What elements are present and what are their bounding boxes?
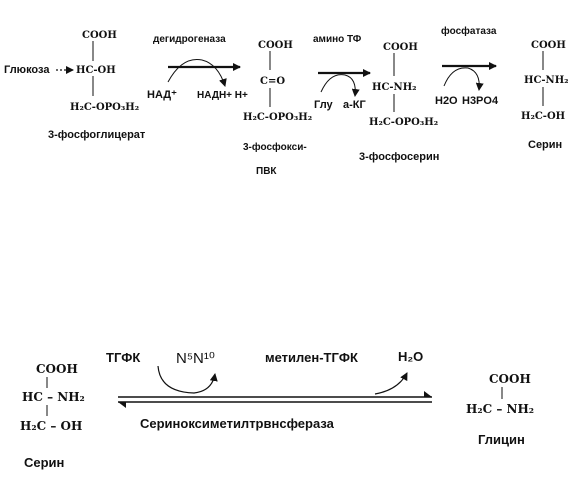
phosphoserine-line1: COOH — [383, 42, 418, 53]
step1-cofactor-curve — [168, 59, 202, 82]
step2-aminotransferase — [313, 34, 370, 111]
thfa-curve-arrow — [158, 366, 215, 393]
bottom-reaction — [106, 349, 432, 431]
step3-in: H2O — [435, 95, 458, 107]
phosphoglycerate-line3: H₂C-OPO₃H₂ — [70, 102, 140, 113]
phosphopyruvate-line3: H₂C-OPO₃H₂ — [243, 112, 313, 123]
serine-top-name: Серин — [528, 139, 563, 151]
step3-phosphatase — [435, 25, 499, 107]
serine-top-structure — [521, 40, 569, 151]
n5n10-label: N⁵N¹⁰ — [176, 350, 215, 367]
water-curve-arrow — [375, 373, 407, 394]
serine-bottom-line1: COOH — [36, 362, 78, 376]
step2-cofactor-curve — [321, 75, 345, 92]
serine-bottom-name: Серин — [24, 455, 65, 470]
step3-product-curve — [468, 68, 479, 90]
phosphopyruvate-name2: ПВК — [256, 166, 277, 177]
phosphoglycerate-line1: COOH — [82, 30, 117, 41]
step1-out: НАДН+ Н+ — [197, 90, 248, 101]
step2-out: а-КГ — [343, 99, 366, 111]
step1-enzyme: дегидрогеназа — [153, 34, 226, 45]
water-label: H₂O — [398, 349, 424, 364]
phosphopyruvate-line1: COOH — [258, 40, 293, 51]
phosphoglycerate-structure — [48, 30, 146, 141]
step3-out: H3PO4 — [462, 95, 499, 107]
serine-top-line2: HC-NH₂ — [524, 75, 569, 86]
step2-product-curve — [345, 75, 355, 96]
thfa-label: ТГФК — [106, 350, 141, 365]
serine-bottom-line3: H₂C – OH — [20, 419, 83, 433]
phosphoglycerate-name: 3-фосфоглицерат — [48, 129, 146, 141]
serine-top-line3: H₂C-OH — [521, 111, 566, 122]
step3-enzyme: фосфатаза — [441, 26, 497, 37]
phosphopyruvate-line2: C=O — [260, 76, 286, 87]
step2-enzyme: амино ТФ — [313, 34, 362, 45]
serine-bottom-line2: HC – NH₂ — [22, 390, 85, 404]
step1-in: НАД⁺ — [147, 89, 177, 101]
step3-cofactor-curve — [444, 68, 468, 86]
serine-top-line1: COOH — [531, 40, 566, 51]
phosphoserine-name: 3-фосфосерин — [359, 151, 440, 163]
step2-in: Глу — [314, 99, 333, 111]
phosphopyruvate-name1: 3-фосфокси- — [243, 142, 307, 153]
phosphoserine-structure — [359, 42, 439, 163]
glycine-line2: H₂C – NH₂ — [466, 402, 535, 416]
serine-bottom-structure — [20, 362, 85, 470]
glucose-label: Глюкоза — [4, 64, 50, 76]
phosphoserine-line2: HC-NH₂ — [372, 82, 417, 93]
methylene-label: метилен-ТГФК — [265, 350, 358, 365]
glycine-line1: COOH — [489, 372, 531, 386]
step1-dehydrogenase — [147, 34, 248, 101]
phosphoglycerate-line2: HC-OH — [76, 65, 116, 76]
phosphopyruvate-structure — [243, 40, 312, 177]
enzyme-label: Сериноксиметилтрвнсфераза — [140, 416, 334, 431]
forward-arrow-head — [424, 391, 432, 397]
reverse-arrow-head — [118, 402, 126, 408]
glycine-name: Глицин — [478, 432, 525, 447]
glucose-group — [4, 64, 73, 76]
step1-product-curve — [202, 60, 225, 86]
phosphoserine-line3: H₂C-OPO₃H₂ — [369, 117, 439, 128]
glycine-structure — [466, 372, 534, 447]
